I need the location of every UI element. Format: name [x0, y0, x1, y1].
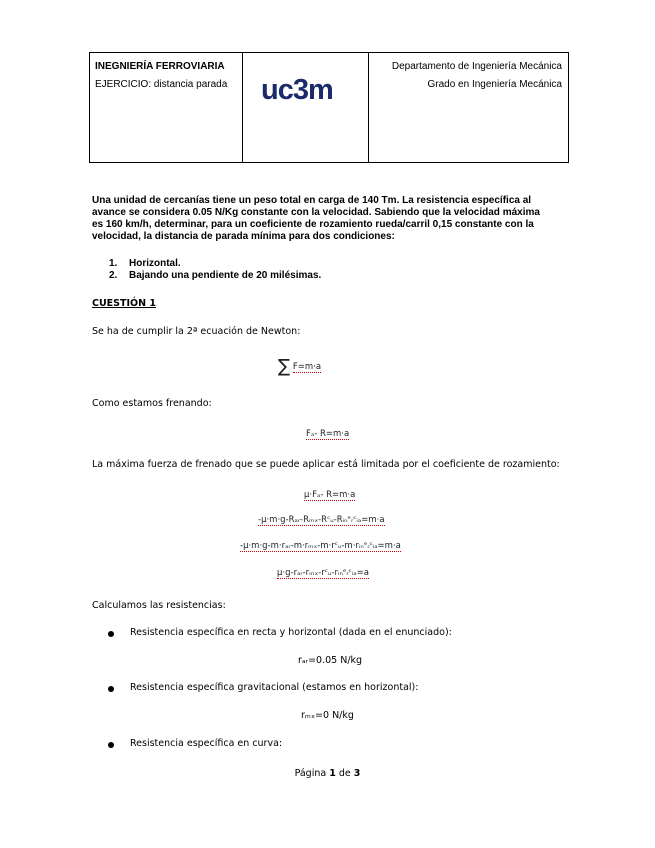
equation: ∑ F=m·a	[278, 356, 322, 377]
statement-line: avance se considera 0.05 N/Kg constante con la velocidad. Sabiendo que la velocidad máxima	[92, 207, 540, 218]
section-title: CUESTIÓN 1	[92, 298, 156, 309]
page-total: 3	[353, 768, 361, 779]
statement-line: es 160 km/h, determinar, para un coeficiente de rozamiento rueda/carril 0,15 constante con la	[92, 219, 534, 230]
header-left-cell	[90, 53, 243, 163]
course-title: INEGNIERÍA FERROVIARIA	[95, 61, 225, 72]
value: rₘₓ=0 N/kg	[301, 710, 354, 721]
exercise-title: EJERCICIO: distancia parada	[95, 79, 228, 90]
header-right-cell	[369, 53, 569, 163]
bullet-text: Resistencia específica gravitacional (estamos en horizontal):	[130, 682, 419, 693]
paragraph: La máxima fuerza de frenado que se puede aplicar está limitada por el coeficiente de rozamiento:	[92, 459, 560, 470]
page-footer: Página 1 de 3	[294, 768, 361, 779]
degree-name: Grado en Ingeniería Mecánica	[427, 79, 562, 90]
bullet-text: Resistencia específica en recta y horizontal (dada en el enunciado):	[130, 627, 452, 638]
paragraph: Como estamos frenando:	[92, 398, 212, 409]
bullet-icon	[108, 686, 114, 692]
equation: Fₐ- R=m·a	[306, 429, 350, 439]
bullet-icon	[108, 742, 114, 748]
conditions-list	[92, 258, 321, 282]
equation: μ·Fₐ- R=m·a	[304, 490, 356, 500]
uc3m-logo	[261, 75, 353, 105]
sum-symbol: ∑	[278, 356, 291, 377]
paragraph: Se ha de cumplir la 2ª ecuación de Newton:	[92, 326, 301, 337]
page-number: 1	[329, 768, 336, 779]
bullet-text: Resistencia específica en curva:	[130, 738, 283, 749]
statement-line: velocidad, la distancia de parada mínima para dos condiciones:	[92, 231, 395, 242]
header-table	[89, 52, 569, 163]
paragraph: Calculamos las resistencias:	[92, 600, 226, 611]
equation: -μ·m·g-Rₐᵣ-Rₘₓ-Rᶜᵤ-Rᵢₙᵉᵣᶜᵢₐ=m·a	[258, 515, 385, 525]
statement-line: Una unidad de cercanías tiene un peso total en carga de 140 Tm. La resistencia específica al	[92, 195, 532, 206]
equation: -μ·m·g-m·rₐᵣ-m·rₘₓ-m·rᶜᵤ-m·rᵢₙᵉᵣᶜᵢₐ=m·a	[240, 541, 401, 551]
list-item: 1. Horizontal.	[109, 258, 181, 269]
value: rₐᵣ=0.05 N/kg	[298, 655, 363, 666]
bullet-icon	[108, 631, 114, 637]
problem-statement	[92, 195, 564, 243]
list-item: 2. Bajando una pendiente de 20 milésimas.	[109, 270, 322, 281]
department-name: Departamento de Ingeniería Mecánica	[391, 61, 562, 72]
header-logo-cell	[243, 53, 369, 163]
equation: μ·g-rₐᵣ-rₘₓ-rᶜᵤ-rᵢₙᵉᵣᶜᵢₐ=a	[277, 568, 369, 578]
svg-text:uc3m: uc3m	[261, 75, 333, 105]
